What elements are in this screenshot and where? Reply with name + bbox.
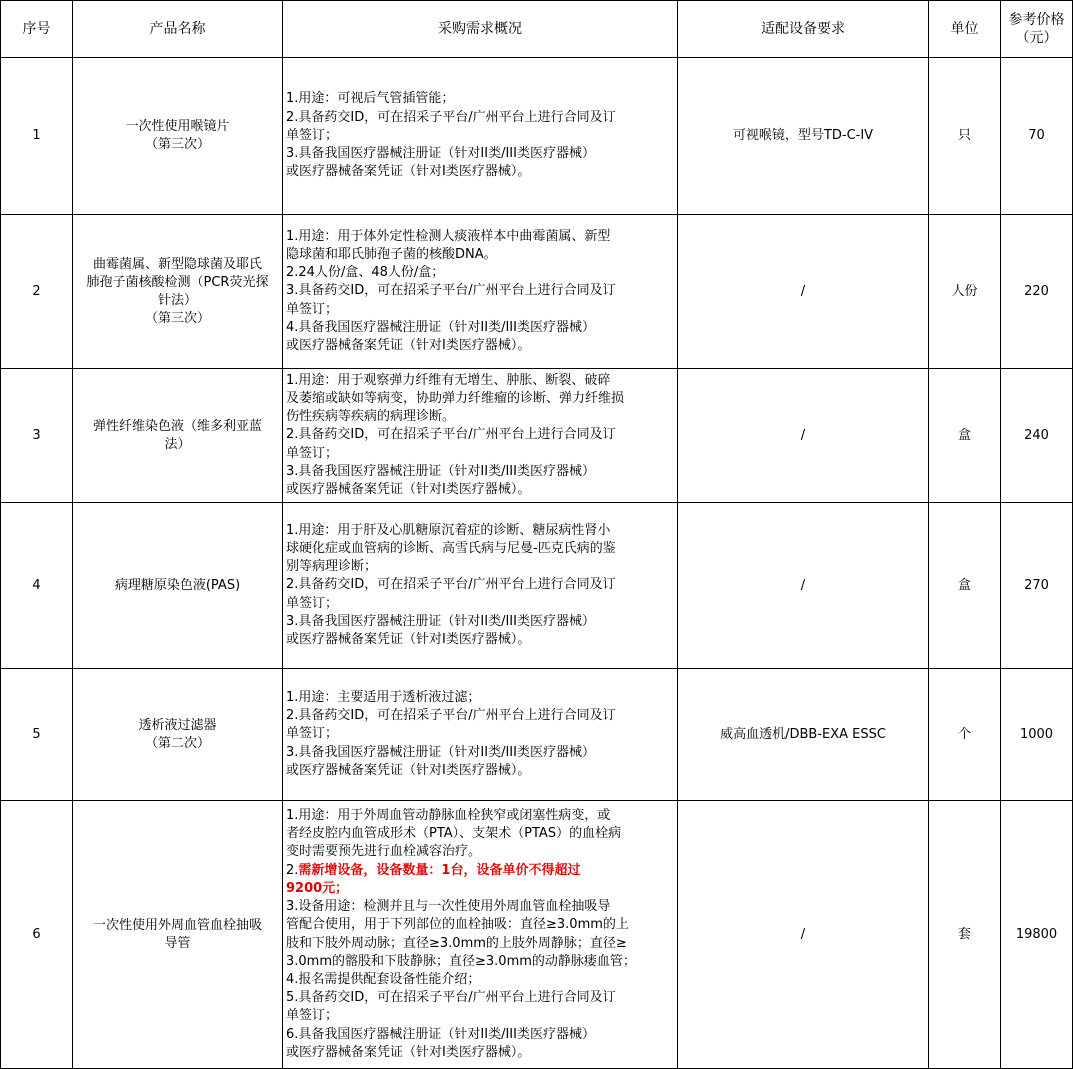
product-name-line: （第三次） — [144, 137, 210, 152]
requirement-line — [286, 481, 674, 499]
requirement-text: 6.具备我国医疗器械注册证（针对II类/III类医疗器械） — [286, 1026, 595, 1042]
requirement-line — [286, 426, 674, 444]
cell-device: / — [678, 215, 929, 369]
cell-unit: 盒 — [929, 503, 1001, 669]
cell-no: 4 — [1, 503, 73, 669]
product-name-line: 一次性使用外周血管血栓抽吸 — [92, 917, 262, 933]
requirement-text: 1.用途：用于肝及心肌糖原沉着症的诊断、糖尿病性肾小 — [286, 522, 611, 538]
requirement-line — [286, 445, 674, 463]
requirement-text: 3.0mm的髂股和下肢静脉；直径≥3.0mm的动静脉瘘血管； — [286, 953, 636, 969]
requirement-line — [286, 390, 674, 408]
requirement-line — [286, 1044, 674, 1062]
requirement-line — [286, 862, 674, 880]
requirement-line — [286, 337, 674, 355]
requirement-text: 单签订； — [286, 301, 339, 317]
table-row — [1, 801, 1073, 1069]
requirement-text: 2.具备药交ID，可在招采子平台/广州平台上进行合同及订 — [286, 109, 616, 125]
requirement-line — [286, 463, 674, 481]
requirement-text: 3.设备用途：检测并且与一次性使用外周血管血栓抽吸导 — [286, 899, 611, 915]
requirement-text: 4.报名需提供配套设备性能介绍； — [286, 971, 481, 987]
cell-product-name — [73, 215, 283, 369]
requirement-line — [286, 282, 674, 300]
requirement-text: 1.用途：用于体外定性检测人痰液样本中曲霉菌属、新型 — [286, 228, 611, 244]
requirement-text: 4.具备我国医疗器械注册证（针对II类/III类医疗器械） — [286, 319, 595, 335]
cell-requirement — [283, 669, 678, 801]
requirement-line — [286, 228, 674, 246]
requirement-line — [286, 558, 674, 576]
product-name-line: 一次性使用喉镜片 — [125, 119, 230, 134]
requirement-text: 肢和下肢外周动脉；直径≥3.0mm的上肢外周静脉；直径≥ — [286, 935, 627, 951]
requirement-line — [286, 631, 674, 649]
requirement-line — [286, 90, 674, 108]
cell-unit: 人份 — [929, 215, 1001, 369]
requirement-line — [286, 744, 674, 762]
requirement-line — [286, 319, 674, 337]
cell-unit: 个 — [929, 669, 1001, 801]
requirement-line — [286, 762, 674, 780]
requirement-text: 别等病理诊断； — [286, 559, 378, 575]
cell-device: / — [678, 369, 929, 503]
requirement-line — [286, 825, 674, 843]
requirement-text: 或医疗器械备案凭证（针对I类医疗器械）。 — [286, 164, 531, 180]
cell-no: 1 — [1, 58, 73, 215]
requirement-text: 3.具备我国医疗器械注册证（针对II类/III类医疗器械） — [286, 744, 595, 760]
requirement-text: 2.具备药交ID，可在招采子平台/广州平台上进行合同及订 — [286, 708, 616, 724]
header-row — [1, 1, 1073, 58]
cell-device: 威高血透机/DBB-EXA ESSC — [678, 669, 929, 801]
requirement-text: 3.具备我国医疗器械注册证（针对II类/III类医疗器械） — [286, 463, 595, 479]
requirement-line — [286, 145, 674, 163]
cell-requirement — [283, 215, 678, 369]
requirement-text: 管配合使用，用于下列部位的血栓抽吸：直径≥3.0mm的上 — [286, 917, 629, 933]
requirement-line — [286, 522, 674, 540]
cell-requirement — [283, 369, 678, 503]
requirement-text: 变时需要预先进行血栓减容治疗。 — [286, 844, 482, 860]
requirement-line — [286, 301, 674, 319]
table-row — [1, 369, 1073, 503]
requirement-text: 1.用途：可视后气管插管能； — [286, 91, 455, 107]
requirement-line — [286, 953, 674, 971]
cell-price: 270 — [1001, 503, 1073, 669]
requirement-text: 者经皮腔内血管成形术（PTA）、支架术（PTAS）的血栓病 — [286, 826, 622, 842]
requirement-text: 或医疗器械备案凭证（针对I类医疗器械）。 — [286, 1044, 531, 1060]
requirement-line — [286, 595, 674, 613]
cell-unit: 套 — [929, 801, 1001, 1069]
requirement-text: 2.24人份/盒、48人份/盒； — [286, 265, 445, 281]
requirement-text: 单签订； — [286, 1008, 339, 1024]
requirement-line — [286, 540, 674, 558]
requirement-text: 5.具备药交ID，可在招采子平台/广州平台上进行合同及订 — [286, 990, 616, 1006]
requirement-line — [286, 264, 674, 282]
cell-product-name — [73, 58, 283, 215]
table-row — [1, 669, 1073, 801]
header-price — [1001, 1, 1073, 58]
requirement-text: 3.具备我国医疗器械注册证（针对II类/III类医疗器械） — [286, 613, 595, 629]
header-price-line-1: 参考价格 — [1008, 12, 1065, 28]
cell-product-name — [73, 801, 283, 1069]
product-name-line: 导管 — [164, 935, 191, 951]
requirement-text: 或医疗器械备案凭证（针对I类医疗器械）。 — [286, 482, 531, 497]
product-name-line: 针法） — [157, 292, 197, 308]
requirement-text: 1.用途：主要适用于透析液过滤； — [286, 689, 481, 705]
product-name-line: （第三次） — [144, 310, 210, 326]
cell-price: 240 — [1001, 369, 1073, 503]
cell-device: / — [678, 801, 929, 1069]
requirement-line — [286, 576, 674, 594]
requirement-text: 2.具备药交ID，可在招采子平台/广州平台上进行合同及订 — [286, 427, 616, 443]
requirement-line — [286, 989, 674, 1007]
requirement-text: 2. — [286, 862, 299, 878]
requirement-line — [286, 916, 674, 934]
requirement-text: 或医疗器械备案凭证（针对I类医疗器械）。 — [286, 762, 531, 778]
table-row — [1, 58, 1073, 215]
requirement-text: 单签订； — [286, 127, 339, 143]
cell-requirement — [283, 503, 678, 669]
header-unit: 单位 — [929, 1, 1001, 58]
cell-product-name — [73, 369, 283, 503]
cell-no: 6 — [1, 801, 73, 1069]
requirement-line — [286, 707, 674, 725]
requirement-text: 或医疗器械备案凭证（针对I类医疗器械）。 — [286, 338, 531, 353]
requirement-line — [286, 372, 674, 390]
cell-no: 5 — [1, 669, 73, 801]
cell-unit: 只 — [929, 58, 1001, 215]
header-requirement: 采购需求概况 — [283, 1, 678, 58]
cell-no: 3 — [1, 369, 73, 503]
requirement-text: 及萎缩或缺如等病变，协助弹力纤维瘤的诊断、弹力纤维损 — [286, 390, 625, 406]
table-row — [1, 215, 1073, 369]
product-name-line: 透析液过滤器 — [138, 717, 217, 733]
requirement-line — [286, 408, 674, 426]
requirement-line — [286, 246, 674, 264]
requirement-line — [286, 807, 674, 825]
requirement-text: 单签订； — [286, 445, 339, 461]
requirement-line — [286, 1026, 674, 1044]
requirement-line — [286, 689, 674, 707]
header-device: 适配设备要求 — [678, 1, 929, 58]
cell-price: 19800 — [1001, 801, 1073, 1069]
requirement-text: 单签订； — [286, 595, 339, 611]
requirement-line — [286, 127, 674, 145]
requirement-text: 或医疗器械备案凭证（针对I类医疗器械）。 — [286, 632, 531, 647]
requirement-text: 3.具备药交ID，可在招采子平台/广州平台上进行合同及订 — [286, 283, 616, 299]
requirement-text: 3.具备我国医疗器械注册证（针对II类/III类医疗器械） — [286, 146, 595, 162]
product-name-line: 曲霉菌属、新型隐球菌及耶氏 — [92, 256, 262, 272]
table-row — [1, 503, 1073, 669]
cell-price: 70 — [1001, 58, 1073, 215]
header-product-name: 产品名称 — [73, 1, 283, 58]
cell-requirement — [283, 801, 678, 1069]
header-price-line-2: （元） — [1015, 30, 1058, 46]
requirement-line — [286, 880, 674, 898]
header-no: 序号 — [1, 1, 73, 58]
cell-no: 2 — [1, 215, 73, 369]
cell-requirement — [283, 58, 678, 215]
requirement-text: 隐球菌和耶氏肺孢子菌的核酸DNA。 — [286, 246, 497, 262]
requirement-line — [286, 1007, 674, 1025]
requirement-text: 伤性疾病等疾病的病理诊断。 — [286, 409, 456, 425]
product-name-line: 弹性纤维染色液（维多利亚蓝 — [92, 418, 262, 434]
product-name-line: 法） — [164, 436, 191, 452]
requirement-line — [286, 935, 674, 953]
requirement-line — [286, 163, 674, 181]
requirement-highlight: 9200元； — [286, 880, 349, 896]
requirement-line — [286, 725, 674, 743]
cell-product-name — [73, 669, 283, 801]
cell-product-name — [73, 503, 283, 669]
requirement-text: 1.用途：用于观察弹力纤维有无增生、肿胀、断裂、破碎 — [286, 372, 611, 388]
cell-price: 1000 — [1001, 669, 1073, 801]
requirement-text: 单签订； — [286, 726, 339, 742]
product-name-line: 肺孢子菌核酸检测（PCR荧光探 — [86, 274, 269, 290]
requirement-text: 球硬化症或血管病的诊断、高雪氏病与尼曼-匹克氏病的鉴 — [286, 540, 616, 556]
cell-price: 220 — [1001, 215, 1073, 369]
requirement-line — [286, 613, 674, 631]
requirement-line — [286, 109, 674, 127]
requirement-line — [286, 971, 674, 989]
requirement-text: 2.具备药交ID，可在招采子平台/广州平台上进行合同及订 — [286, 577, 616, 593]
product-name-line: 病理糖原染色液(PAS) — [114, 577, 241, 593]
requirement-line — [286, 898, 674, 916]
cell-device: / — [678, 503, 929, 669]
requirement-line — [286, 843, 674, 861]
cell-device: 可视喉镜，型号TD-C-IV — [678, 58, 929, 215]
requirement-text: 1.用途：用于外周血管动静脉血栓狭窄或闭塞性病变，或 — [286, 808, 611, 824]
product-name-line: （第二次） — [144, 735, 210, 751]
cell-unit: 盒 — [929, 369, 1001, 503]
requirement-highlight: 需新增设备，设备数量：1台，设备单价不得超过 — [298, 862, 581, 878]
